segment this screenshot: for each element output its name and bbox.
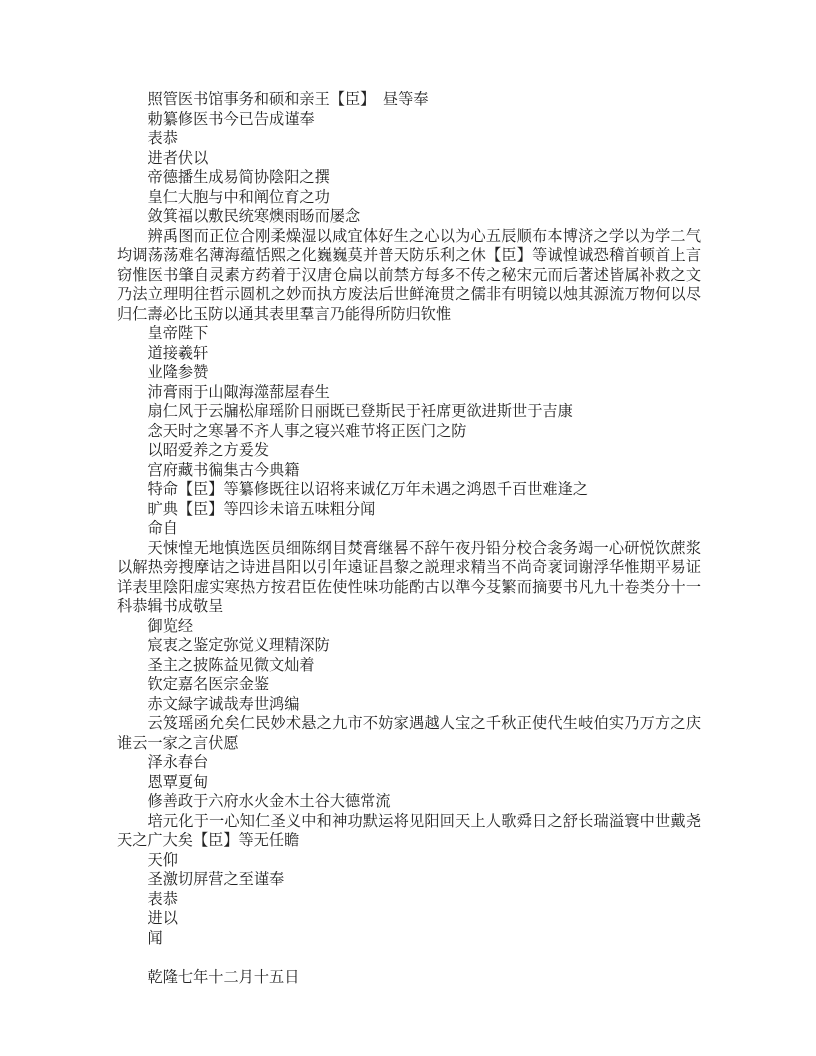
paragraph-35: 闻 — [147, 928, 163, 947]
paragraph-14: 念天时之寒暑不齐人事之寝兴难节将正医门之防 — [147, 421, 467, 440]
date-line: 乾隆七年十二月十五日 — [147, 967, 300, 986]
paragraph-24: 钦定嘉名医宗金鉴 — [147, 675, 269, 693]
paragraph-13: 扇仁风于云牖松扉瑶阶日丽既已登斯民于衽席更欲进斯世于吉康 — [147, 402, 573, 420]
paragraph-6: 皇仁大胞与中和阐位育之功 — [147, 187, 330, 206]
paragraph-15: 以昭爱养之方爰发 — [147, 441, 269, 459]
paragraph-26: 云笈瑶函允矣仁民妙术悬之九市不妨家遇越人宝之千秋正使代生岐伯实乃万方之庆谁云一家之言伏愿 — [117, 714, 701, 752]
paragraph-1: 照管医书馆事务和硕和亲王【臣】 昼等奉 — [147, 90, 429, 108]
paragraph-29: 修善政于六府水火金木土谷大德常流 — [147, 792, 391, 810]
document-page — [117, 90, 701, 987]
paragraph-17: 特命【臣】等纂修既往以诏将来诚亿万年未遇之鸿恩千百世难逢之 — [147, 480, 588, 498]
paragraph-28: 恩覃夏甸 — [147, 772, 209, 791]
paragraph-34: 进以 — [147, 909, 178, 927]
blank-line — [117, 948, 701, 968]
paragraph-4: 进者伏以 — [147, 148, 209, 167]
paragraph-23: 圣主之披陈益见微文灿着 — [147, 655, 315, 674]
paragraph-7: 敛箕福以敷民统寒燠雨旸而屡念 — [147, 207, 361, 225]
paragraph-19: 命自 — [147, 519, 178, 537]
paragraph-3: 表恭 — [147, 129, 178, 147]
paragraph-5: 帝德播生成易简协陰阳之撰 — [147, 168, 330, 186]
paragraph-2: 勅纂修医书今已告成谨奉 — [147, 109, 315, 128]
paragraph-12: 沛膏雨于山陬海澨蔀屋春生 — [147, 382, 330, 401]
paragraph-33: 表恭 — [147, 889, 178, 908]
paragraph-18: 旷典【臣】等四诊未谙五味粗分闻 — [147, 499, 376, 518]
paragraph-22: 宸衷之鉴定弥觉义理精深防 — [147, 636, 330, 654]
paragraph-21: 御览经 — [147, 616, 194, 635]
paragraph-27: 泽永春台 — [147, 753, 209, 771]
paragraph-32: 圣激切屏营之至谨奉 — [147, 870, 285, 888]
paragraph-8: 辨禹图而正位合刚柔燥湿以咸宜体好生之心以为心五辰顺布本博济之学以为学二气均调荡荡难名薄海蕴恬熙之化巍巍莫并普天防乐利之休【臣】等诚惶诚恐稽首顿首上言窃惟医书肇自灵素方药着于汉唐仓扁以前禁方每多不传之秘宋元而后著述皆属补救之文乃法立理明往哲示圆机之妙而执方废法后世鲜淹贯之儒非有明镜以烛其源流万物何以尽归仁壽必比玉防以通其表里羣言乃能得所防归钦惟 — [117, 226, 701, 323]
paragraph-20: 天悚惶无地慎选医员细陈纲目焚膏继晷不辞午夜丹铅分校合衾务竭一心研悦饮蔗浆以解热旁搜摩诘之诗进昌阳以引年遠证昌黎之説理求精当不尚奇衺词谢浮华惟期平易证详表里陰阳虚实寒热方按君臣佐使性味功能酌古以準今芟繁而摘要书凡九十卷类分十一科恭辑书成敬呈 — [117, 538, 701, 615]
paragraph-9: 皇帝陛下 — [147, 324, 209, 342]
paragraph-25: 赤文緑字诚哉寿世鸿编 — [147, 694, 300, 713]
paragraph-31: 天仰 — [147, 850, 178, 869]
paragraph-11: 业隆参赞 — [147, 363, 209, 381]
paragraph-10: 道接羲轩 — [147, 343, 209, 362]
paragraph-16: 宫府藏书徧集古今典籍 — [147, 460, 300, 479]
paragraph-30: 培元化于一心知仁圣义中和神功默运将见阳回天上人歌舜日之舒长瑞溢寰中世戴尧天之广大矣【臣】等无任瞻 — [117, 811, 701, 849]
